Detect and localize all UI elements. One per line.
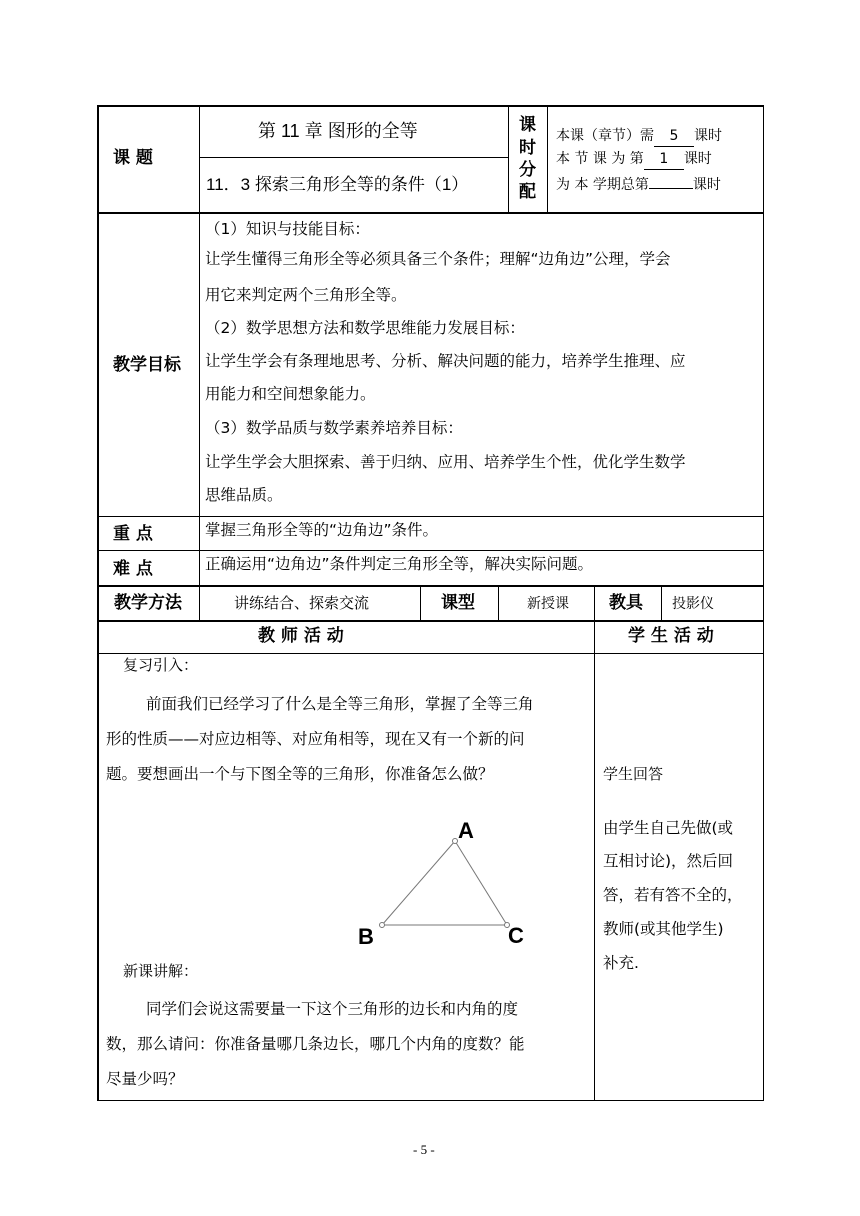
triangle-side-ac [455,841,507,925]
section-title: 11．3 探索三角形全等的条件（1） [206,175,469,194]
activity-column-divider [594,620,595,1101]
period-line-1-value: 5 [654,126,694,147]
key-divider [199,516,200,586]
review-heading: 复习引入： [123,656,199,674]
goals-label: 教学目标 [113,355,181,375]
goals-line: （3）数学品质与数学素养培养目标： [205,419,463,437]
page-number: - 5 - [413,1142,435,1157]
new-lesson-line: 同学们会说这需要量一下这个三角形的边长和内角的度 [146,1000,519,1018]
method-divider-1 [199,585,200,621]
review-line: 前面我们已经学习了什么是全等三角形，掌握了全等三角 [146,695,534,713]
period-label-char-2: 时 [519,138,536,158]
method-bottom-line [97,620,764,622]
chapter-title: 第 11 章 图形的全等 [258,121,418,141]
student-line: 互相讨论)，然后回 [603,852,734,870]
vertex-a-label: A [458,818,474,843]
header-bottom-line [97,212,764,214]
key-point-label: 重 点 [113,524,153,544]
period-line-1-prefix: 本课（章节）需 [556,128,654,144]
method-divider-5 [661,585,662,621]
tool-value: 投影仪 [672,596,714,612]
period-line-2-suffix: 课时 [683,151,712,167]
student-line: 补充. [603,954,639,972]
period-line-2-value: 1 [644,149,684,170]
title-split-line [199,157,508,158]
period-label-divider [547,105,548,213]
period-line-3-suffix: 课时 [692,177,721,193]
goals-line: 让学生学会有条理地思考、分析、解决问题的能力，培养学生推理、应 [205,352,686,370]
triangle-abc-figure [350,810,540,950]
type-value: 新授课 [527,596,569,612]
student-activity-header: 学 生 活 动 [628,626,714,646]
triangle-side-ab [382,841,455,925]
goals-line: 让学生懂得三角形全等必须具备三个条件；理解“边角边”公理，学会 [205,250,671,268]
difficulty-label: 难 点 [113,559,153,579]
new-lesson-line: 数，那么请问：你准备量哪几条边长，哪几个内角的度数？能 [106,1035,525,1053]
method-value: 讲练结合、探索交流 [234,594,370,612]
table-right-border [763,105,764,1101]
student-line: 由学生自己先做(或 [603,819,734,837]
vertex-b-dot [380,923,385,928]
period-line-1 [556,126,722,147]
period-label-char-4: 配 [519,182,536,202]
goals-line: （2）数学思想方法和数学思维能力发展目标： [205,319,525,337]
goals-line: （1）知识与技能目标： [205,220,370,238]
table-top-border [97,105,764,107]
period-line-3-prefix: 为 本 学期总第 [556,177,649,193]
student-line: 教师(或其他学生) [603,920,724,938]
goals-line: 用能力和空间想象能力。 [205,385,376,403]
topic-label: 课 题 [113,148,153,168]
activity-header-bottom-line [97,653,764,654]
key-point-text: 掌握三角形全等的“边角边”条件。 [205,521,439,539]
key-bottom-line [97,550,764,551]
type-label: 课型 [441,593,475,613]
goals-line: 用它来判定两个三角形全等。 [205,286,407,304]
label-column-divider [199,105,200,517]
period-line-2-prefix: 本 节 课 为 第 [556,151,644,167]
goals-line: 思维品质。 [205,486,283,504]
method-label: 教学方法 [114,593,182,613]
difficulty-bottom-line [97,585,764,587]
student-answer: 学生回答 [603,765,664,783]
period-label-char-1: 课 [519,115,536,135]
new-lesson-heading: 新课讲解： [123,962,199,980]
period-line-3-value [649,172,693,189]
period-label-char-3: 分 [519,160,536,180]
method-divider-4 [594,585,595,621]
method-divider-3 [498,585,499,621]
review-line: 题。要想画出一个与下图全等的三角形，你准备怎么做？ [106,765,494,783]
student-line: 答，若有答不全的， [603,886,743,904]
vertex-b-label: B [358,924,374,949]
period-line-2 [556,149,712,170]
title-divider [508,105,509,213]
goals-line: 让学生学会大胆探索、善于归纳、应用、培养学生个性，优化学生数学 [205,453,686,471]
new-lesson-line: 尽量少吗？ [106,1070,184,1088]
tool-label: 教具 [609,593,643,613]
table-left-border [97,105,99,1101]
period-line-1-suffix: 课时 [694,128,722,144]
method-divider-2 [420,585,421,621]
vertex-c-label: C [508,923,524,948]
goals-bottom-line [97,516,764,517]
teacher-activity-header: 教 师 活 动 [258,626,344,646]
vertex-a-dot [453,839,458,844]
period-line-3 [556,172,721,195]
table-bottom-border [97,1100,764,1101]
difficulty-text: 正确运用“边角边”条件判定三角形全等，解决实际问题。 [205,555,594,573]
review-line: 形的性质——对应边相等、对应角相等，现在又有一个新的问 [106,730,525,748]
